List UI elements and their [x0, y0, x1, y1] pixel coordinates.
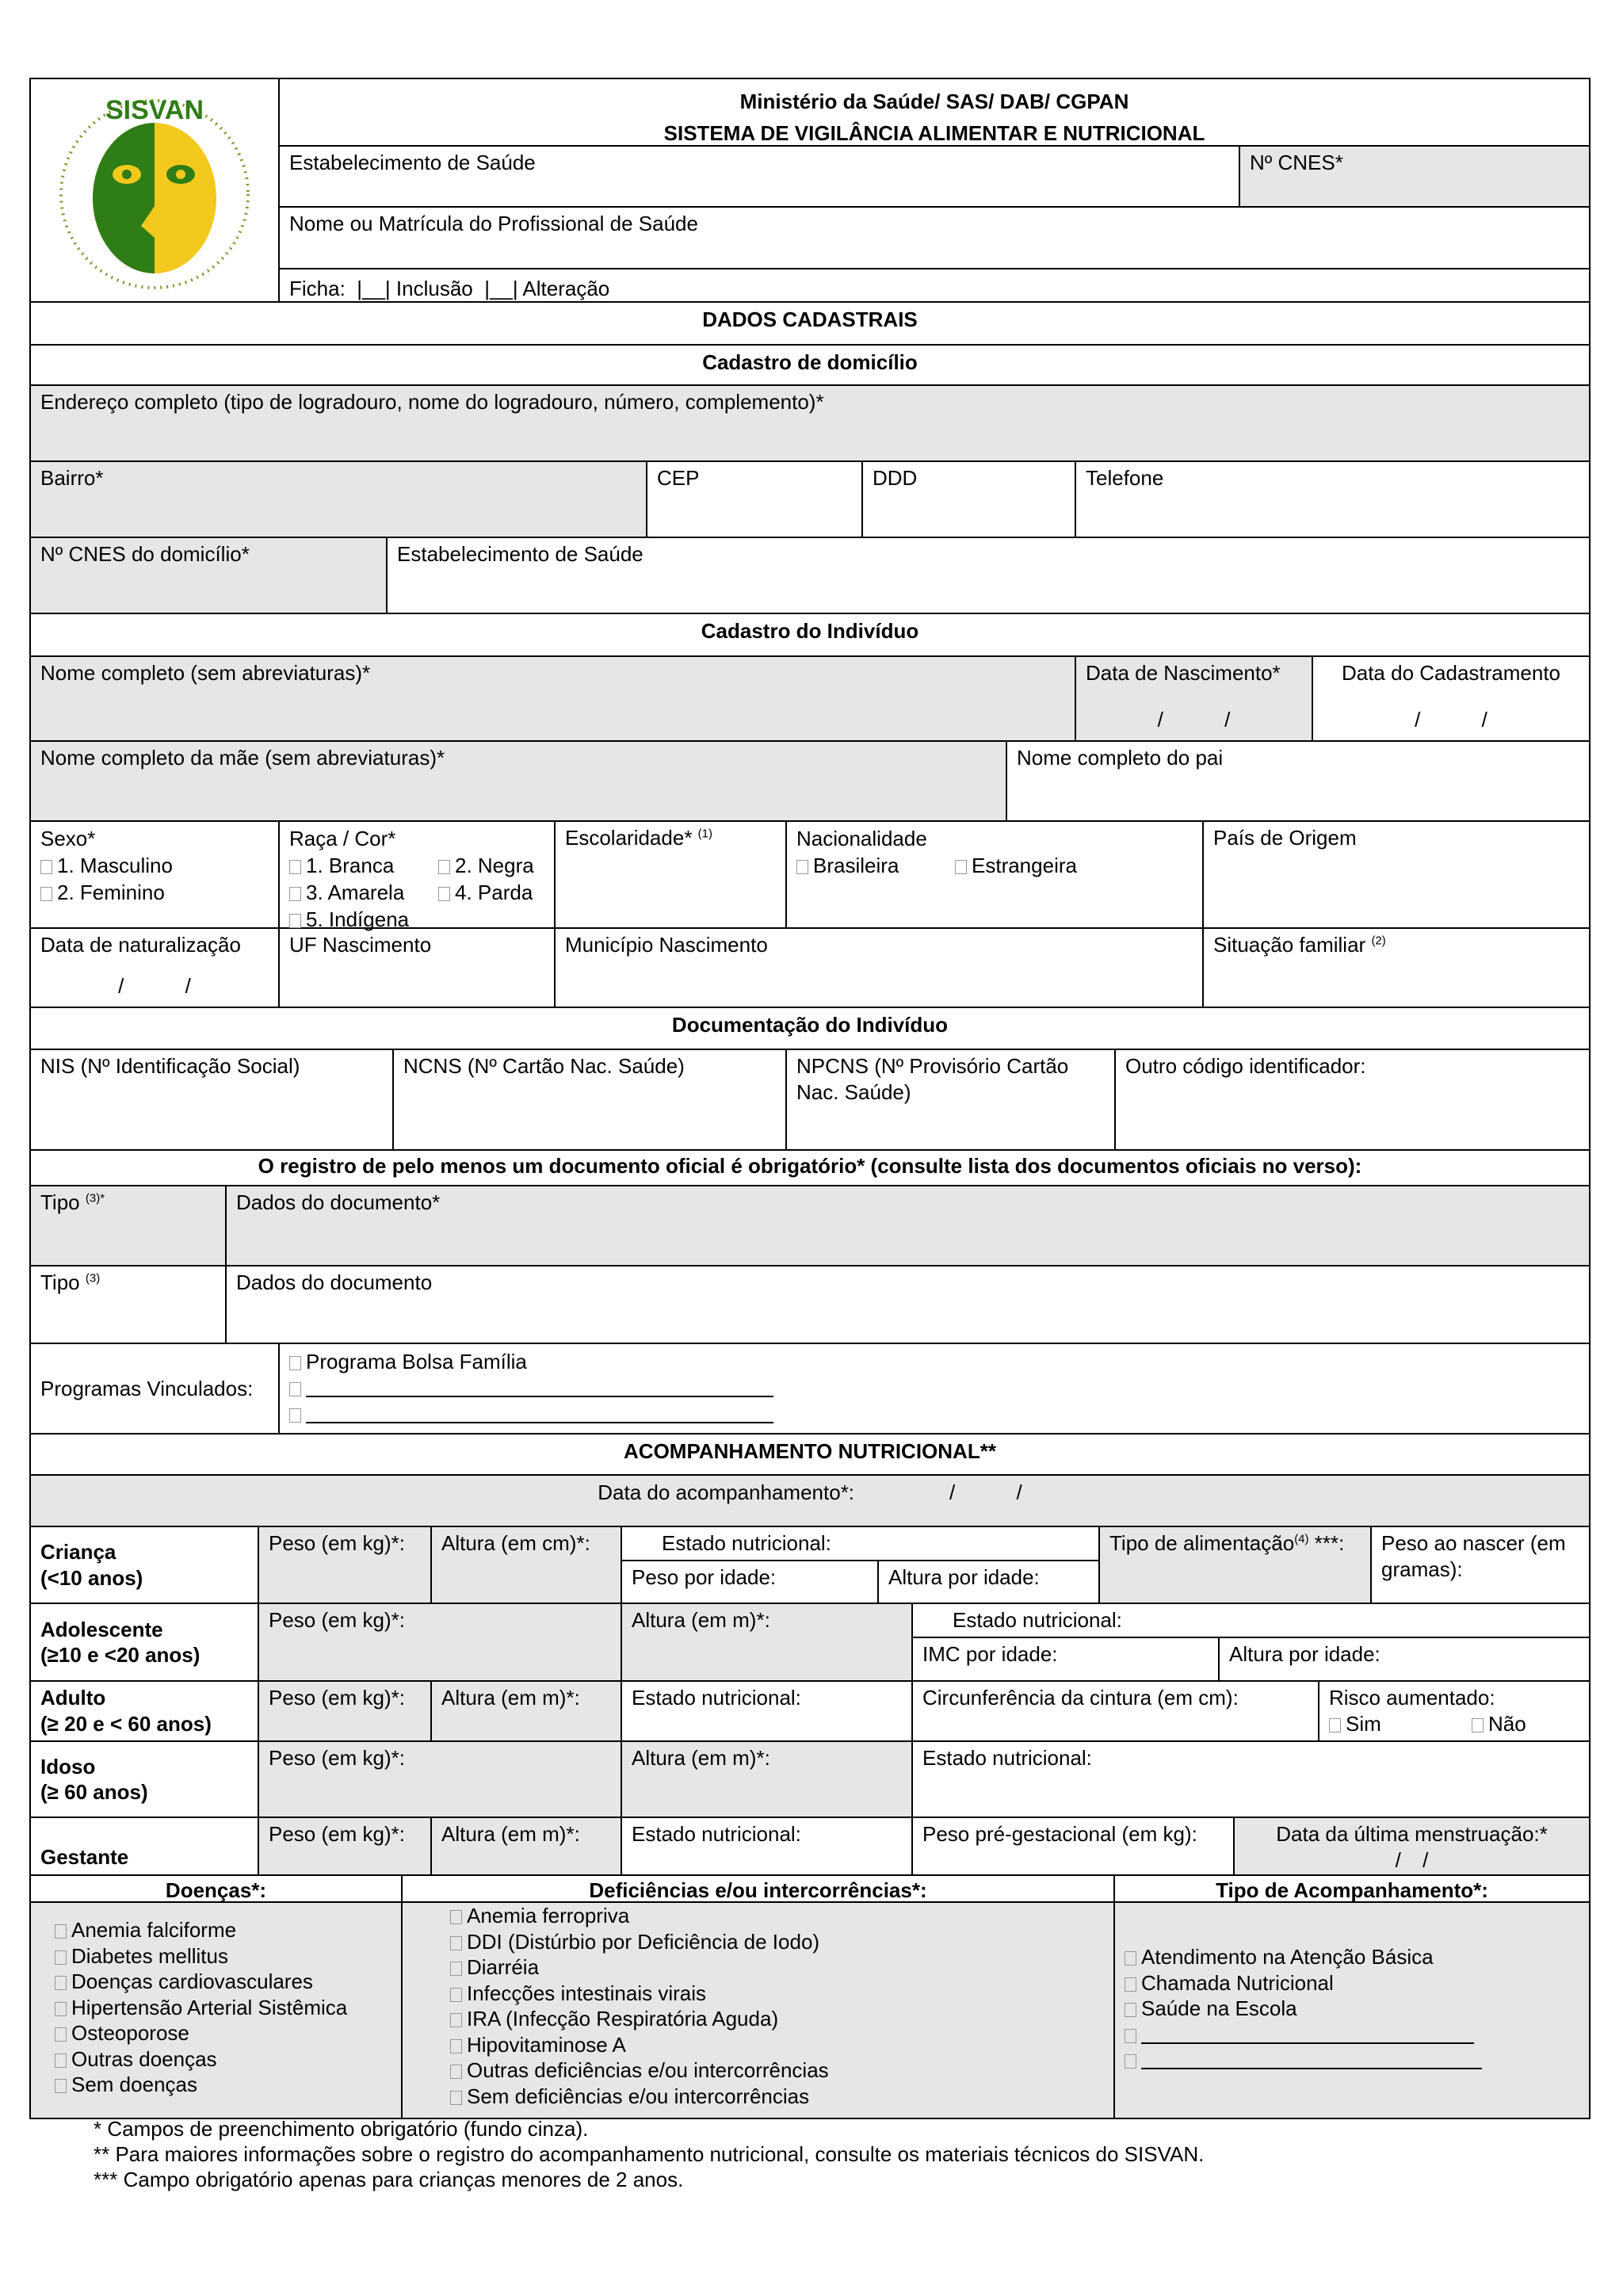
ddd-field[interactable] — [863, 462, 1076, 537]
sexo-option-feminino[interactable] — [40, 879, 269, 906]
checkbox-icon — [289, 1408, 301, 1423]
checkbox-icon — [450, 1962, 462, 1976]
footnote: ** Para maiores informações sobre o registro do acompanhamento nutricional, consulte os materiais técnicos do SISVAN. — [94, 2142, 1205, 2166]
option-label: Saúde na Escola — [1141, 1996, 1297, 2020]
field-label: Estado nutricional: — [913, 1604, 1589, 1638]
mae-field[interactable] — [31, 742, 1007, 820]
group-label — [31, 1742, 259, 1817]
group-range: (≥ 60 anos) — [40, 1780, 148, 1804]
doencas-list — [31, 1903, 403, 2118]
programas-label — [31, 1344, 280, 1433]
field-label: Nº CNES do domicílio* — [40, 542, 250, 566]
field-label: Peso pré-gestacional (em kg): — [922, 1822, 1197, 1846]
deficiencia-option[interactable] — [450, 1981, 1104, 2007]
raca-option[interactable] — [289, 879, 438, 906]
checkbox-icon — [55, 1950, 67, 1965]
tipo-option[interactable] — [1125, 1996, 1579, 2022]
outro-codigo-field[interactable] — [1116, 1050, 1589, 1149]
field-label: Peso ao nascer (em gramas): — [1381, 1531, 1566, 1581]
checkbox-icon — [1125, 1951, 1136, 1966]
field-label: IMC por idade: — [922, 1641, 1058, 1666]
checkbox-icon — [55, 2053, 67, 2068]
group-name: Gestante — [40, 1844, 129, 1869]
programa-bolsa-familia[interactable] — [289, 1349, 1579, 1375]
risco-nao[interactable] — [1472, 1711, 1526, 1737]
footnotes — [94, 2116, 1204, 2192]
group-range: (<10 anos) — [40, 1565, 143, 1590]
field-label: Peso (em kg)*: — [269, 1686, 405, 1710]
ministry-title: Ministério da Saúde/ SAS/ DAB/ CGPAN — [739, 90, 1129, 113]
svg-text:SISVAN: SISVAN — [105, 95, 204, 125]
estado-nutricional — [622, 1527, 1100, 1603]
bairro-field[interactable] — [31, 462, 647, 537]
deficiencia-option[interactable] — [450, 1954, 1104, 1981]
cnes-domicilio-field[interactable] — [31, 538, 388, 613]
tipo-alimentacao-field[interactable] — [1100, 1527, 1372, 1603]
cadastramento-field[interactable] — [1313, 657, 1589, 740]
field-label: Peso (em kg)*: — [269, 1608, 405, 1632]
nome-field[interactable] — [31, 657, 1076, 740]
field-label: ***: — [1314, 1531, 1345, 1555]
option-label: Anemia ferropriva — [467, 1904, 630, 1927]
ficha-field[interactable] — [280, 269, 1589, 302]
field-label: Estado nutricional: — [632, 1822, 801, 1846]
option-label: Outras deficiências e/ou intercorrências — [467, 2058, 829, 2082]
tipo-option[interactable] — [1125, 2047, 1579, 2073]
tipo-documento-1[interactable] — [31, 1186, 227, 1265]
checkbox-icon — [438, 887, 450, 901]
data-acompanhamento-field[interactable] — [31, 1476, 1589, 1527]
field-label: Altura (em m)*: — [441, 1822, 580, 1846]
checkbox-icon — [289, 914, 301, 928]
field-label: Outro código identificador: — [1125, 1054, 1366, 1078]
pai-field[interactable] — [1007, 742, 1589, 820]
form-header — [31, 79, 1589, 303]
option-label: Sem doenças — [71, 2073, 197, 2096]
field-label: NCNS (Nº Cartão Nac. Saúde) — [403, 1054, 685, 1078]
risco-field — [1319, 1682, 1589, 1740]
pais-field[interactable] — [1204, 822, 1589, 927]
altura-field[interactable] — [432, 1527, 622, 1603]
field-label: Circunferência da cintura (em cm): — [922, 1686, 1239, 1710]
field-label: Risco aumentado: — [1329, 1686, 1495, 1710]
option-label: Chamada Nutricional — [1141, 1970, 1334, 1995]
field-label: Nº CNES* — [1250, 151, 1343, 174]
date-slashes: / / — [1395, 1847, 1429, 1872]
field-label: Peso (em kg)*: — [269, 1531, 405, 1555]
altura-field[interactable] — [622, 1742, 913, 1817]
naturalizacao-field[interactable] — [31, 929, 280, 1007]
field-label: Tipo — [40, 1190, 80, 1214]
checkbox-icon — [289, 1356, 301, 1370]
deficiencia-option[interactable] — [450, 2057, 1104, 2084]
group-label — [31, 1527, 259, 1603]
option-label: Hipertensão Arterial Sistêmica — [71, 1995, 348, 2019]
peso-field[interactable] — [259, 1682, 432, 1740]
deficiencia-option[interactable] — [450, 2084, 1104, 2110]
checkbox-icon — [450, 1988, 462, 2002]
checkbox-icon — [1329, 1718, 1341, 1733]
group-name: Adulto — [40, 1686, 106, 1710]
escolaridade-field[interactable] — [556, 822, 787, 927]
dados-documento-1[interactable] — [227, 1186, 1589, 1265]
group-range: (≥ 20 e < 60 anos) — [40, 1711, 212, 1736]
doenca-option[interactable] — [55, 1943, 391, 1969]
programa-outro[interactable] — [289, 1401, 1579, 1427]
ncns-field[interactable] — [394, 1050, 787, 1149]
situacao-field[interactable] — [1204, 929, 1589, 1007]
group-label — [31, 1604, 259, 1680]
field-label: Dados do documento* — [236, 1190, 441, 1214]
footnote-ref: (2) — [1371, 934, 1386, 948]
field-label: Estado nutricional: — [922, 1746, 1092, 1770]
tipo-documento-2[interactable] — [31, 1266, 227, 1343]
deficiencias-title: Deficiências e/ou intercorrências*: — [403, 1876, 1115, 1901]
raca-field — [280, 822, 556, 931]
field-label: Telefone — [1086, 466, 1164, 490]
raca-option[interactable] — [438, 852, 544, 879]
field-label: DDD — [873, 466, 918, 490]
dados-documento-2[interactable] — [227, 1266, 1589, 1343]
option-label: 1. Branca — [306, 854, 395, 877]
footnote: * Campos de preenchimento obrigatório (fundo cinza). — [94, 2117, 589, 2141]
option-label: 5. Indígena — [306, 907, 410, 931]
option-label: 2. Feminino — [57, 881, 165, 904]
field-label: Data do acompanhamento*: — [598, 1480, 855, 1504]
checkbox-icon — [450, 2039, 462, 2053]
doenca-option[interactable] — [55, 2020, 391, 2046]
altura-field[interactable] — [432, 1818, 622, 1874]
tipo-option[interactable] — [1125, 1944, 1579, 1970]
footnote-ref: (3)* — [85, 1191, 105, 1205]
checkbox-icon — [55, 2002, 67, 2016]
field-label: Sexo* — [40, 827, 96, 850]
checkbox-icon — [289, 887, 301, 901]
option-label: Infecções intestinais virais — [467, 1981, 707, 2005]
tipo-acompanhamento-list — [1115, 1903, 1589, 2118]
option-label: Brasileira — [813, 854, 899, 877]
tipo-acompanhamento-title: Tipo de Acompanhamento*: — [1216, 1878, 1488, 1902]
section-dados-cadastrais: DADOS CADASTRAIS — [702, 308, 918, 331]
nascimento-field[interactable] — [1076, 657, 1313, 740]
blank-line — [306, 1381, 773, 1397]
field-label: Altura por idade: — [888, 1564, 1040, 1589]
field-label: NPCNS (Nº Provisório Cartão Nac. Saúde) — [796, 1054, 1069, 1104]
menstruacao-field[interactable] — [1235, 1818, 1589, 1874]
section-documentacao: Documentação do Indivíduo — [671, 1013, 949, 1037]
field-label: Tipo de alimentação — [1109, 1531, 1295, 1555]
option-label: Atendimento na Atenção Básica — [1141, 1945, 1434, 1969]
header-fields — [280, 79, 1589, 301]
row-adulto — [31, 1682, 1589, 1742]
field-label: Nome completo (sem abreviaturas)* — [40, 661, 371, 685]
checkbox-icon — [1125, 2029, 1136, 2043]
altura-field[interactable] — [432, 1682, 622, 1740]
footnote: *** Campo obrigatório apenas para crianças menores de 2 anos. — [94, 2168, 684, 2191]
tipo-option[interactable] — [1125, 2022, 1579, 2048]
field-label: Peso por idade: — [632, 1564, 777, 1589]
option-label: Diarréia — [467, 1955, 540, 1979]
field-label: Raça / Cor* — [289, 827, 396, 850]
estabelecimento-field[interactable] — [388, 538, 1589, 613]
field-label: Dados do documento — [236, 1270, 433, 1294]
field-label: Programas Vinculados: — [40, 1376, 254, 1400]
option-label: Estrangeira — [972, 854, 1077, 877]
option-label: Anemia falciforme — [71, 1918, 237, 1942]
checkbox-icon — [450, 1910, 462, 1924]
option-label: 4. Parda — [455, 881, 533, 904]
row-idoso — [31, 1742, 1589, 1818]
sexo-option-masculino[interactable] — [40, 852, 269, 879]
nis-field[interactable] — [31, 1050, 394, 1149]
checkbox-icon — [40, 860, 52, 874]
checkbox-icon — [1472, 1718, 1484, 1733]
field-label: UF Nascimento — [289, 933, 432, 957]
field-label: Município Nascimento — [565, 933, 768, 957]
tipo-option[interactable] — [1125, 1970, 1579, 1996]
deficiencia-option[interactable] — [450, 2006, 1104, 2032]
system-title: SISTEMA DE VIGILÂNCIA ALIMENTAR E NUTRICIONAL — [663, 121, 1205, 145]
checkbox-icon — [289, 1382, 301, 1396]
field-label: Altura (em m)*: — [632, 1608, 770, 1632]
option-label: DDI (Distúrbio por Deficiência de Iodo) — [467, 1929, 820, 1954]
option-label: Outras doenças — [71, 2046, 217, 2071]
estado-nutricional-field[interactable] — [622, 1682, 913, 1740]
checkbox-icon — [55, 1976, 67, 1990]
checkbox-icon — [450, 1936, 462, 1950]
checkbox-icon — [955, 860, 967, 874]
field-label: Altura (em m)*: — [632, 1746, 770, 1770]
telefone-field[interactable] — [1076, 462, 1589, 537]
programas-list — [280, 1344, 1589, 1433]
option-label: Osteoporose — [71, 2021, 189, 2045]
field-label: Bairro* — [40, 466, 104, 490]
field-label: Nome completo da mãe (sem abreviaturas)* — [40, 746, 445, 770]
cnes-field[interactable] — [1240, 147, 1589, 206]
option-label: Doenças cardiovasculares — [71, 1969, 313, 1993]
field-label: Data de Nascimento* — [1086, 661, 1281, 685]
option-label: 1. Masculino — [57, 854, 173, 877]
option-label: Não — [1488, 1711, 1526, 1736]
field-label: Nacionalidade — [796, 827, 927, 850]
checkbox-icon — [55, 1924, 67, 1939]
field-label: Estabelecimento de Saúde — [397, 542, 643, 566]
imc-idade-field[interactable] — [913, 1638, 1220, 1681]
checkbox-icon — [1125, 1977, 1136, 1992]
checkbox-icon — [438, 860, 450, 874]
blank-line — [1141, 2028, 1474, 2044]
field-label: NIS (Nº Identificação Social) — [40, 1054, 300, 1078]
field-label: Nome completo do pai — [1017, 746, 1224, 770]
peso-field[interactable] — [259, 1742, 622, 1817]
field-label: Tipo — [40, 1270, 80, 1294]
sisvan-logo — [31, 79, 280, 301]
deficiencia-option[interactable] — [450, 2032, 1104, 2058]
field-label: Escolaridade* — [565, 826, 693, 850]
checkbox-icon — [289, 860, 301, 874]
estado-nutricional-field[interactable] — [913, 1742, 1589, 1817]
field-label: Altura por idade: — [1229, 1641, 1381, 1666]
option-label: Hipovitaminose A — [467, 2032, 626, 2057]
field-label: Estabelecimento de Saúde — [289, 151, 536, 174]
checkbox-icon — [450, 2013, 462, 2027]
field-label: Situação familiar — [1213, 933, 1366, 957]
npcns-field[interactable] — [787, 1050, 1116, 1149]
checkbox-icon — [1125, 2003, 1136, 2017]
checkbox-icon — [40, 887, 52, 901]
checkbox-icon — [1125, 2054, 1136, 2069]
altura-idade-field[interactable] — [1220, 1638, 1589, 1681]
group-range: (≥10 e <20 anos) — [40, 1643, 200, 1667]
field-label: Data do Cadastramento — [1341, 661, 1561, 685]
group-name: Criança — [40, 1540, 116, 1564]
raca-option[interactable] — [438, 879, 544, 906]
doenca-option[interactable] — [55, 1917, 391, 1943]
group-label — [31, 1682, 259, 1740]
footnote-ref: (4) — [1294, 1532, 1309, 1546]
option-label: Sim — [1346, 1711, 1381, 1736]
peso-idade-field[interactable] — [622, 1561, 879, 1603]
field-label: Nome ou Matrícula do Profissional de Saúde — [289, 211, 698, 235]
deficiencia-option[interactable] — [450, 1903, 1104, 1929]
field-label: País de Origem — [1213, 826, 1357, 850]
group-name: Idoso — [40, 1754, 96, 1778]
documento-obrigatorio-note: O registro de pelo menos um documento oficial é obrigatório* (consulte lista dos documentos oficiais no verso): — [258, 1154, 1362, 1178]
sexo-field — [31, 822, 280, 927]
row-gestante — [31, 1818, 1589, 1876]
checkbox-icon — [450, 2065, 462, 2079]
nacionalidade-estrangeira[interactable] — [955, 852, 1077, 879]
estado-nutricional-field[interactable] — [622, 1818, 913, 1874]
checkbox-icon — [796, 860, 808, 874]
deficiencias-list — [403, 1903, 1115, 2118]
field-label: Data da última menstruação:* — [1276, 1822, 1548, 1846]
field-label: Peso (em kg)*: — [269, 1822, 405, 1846]
doenca-option[interactable] — [55, 1969, 391, 1995]
date-slashes: / / — [118, 973, 191, 998]
checkbox-icon — [55, 2079, 67, 2093]
peso-field[interactable] — [259, 1527, 432, 1603]
date-slashes: / / — [949, 1480, 1022, 1504]
option-label: Programa Bolsa Família — [306, 1350, 527, 1373]
field-label: Estado nutricional: — [622, 1527, 1098, 1561]
field-label: Peso (em kg)*: — [269, 1746, 405, 1770]
group-label — [31, 1818, 259, 1874]
field-label: CEP — [657, 466, 700, 490]
establishment-field[interactable] — [280, 147, 1240, 206]
option-label: 2. Negra — [455, 854, 534, 877]
field-label: Ficha: |__| Inclusão |__| Alteração — [289, 276, 610, 300]
date-slashes: / / — [1415, 707, 1487, 732]
circunferencia-field[interactable] — [913, 1682, 1319, 1740]
group-name: Adolescente — [40, 1617, 163, 1641]
option-label: 3. Amarela — [306, 881, 405, 904]
peso-field[interactable] — [259, 1604, 622, 1680]
peso-nascer-field[interactable] — [1372, 1527, 1589, 1603]
field-label: Endereço completo (tipo de logradouro, nome do logradouro, número, complemento)* — [40, 390, 824, 414]
option-label: IRA (Infecção Respiratória Aguda) — [467, 2007, 779, 2030]
checkbox-icon — [450, 2091, 462, 2105]
row-crianca — [31, 1527, 1589, 1604]
date-slashes: / / — [1157, 707, 1231, 732]
row-adolescente — [31, 1604, 1589, 1682]
altura-idade-field[interactable] — [879, 1561, 1098, 1603]
endereco-field[interactable] — [31, 386, 1589, 460]
option-label: Diabetes mellitus — [71, 1943, 228, 1968]
peso-pre-gestacional-field[interactable] — [913, 1818, 1235, 1874]
professional-field[interactable] — [280, 208, 1589, 269]
uf-field[interactable] — [280, 929, 556, 1007]
doenca-option[interactable] — [55, 2072, 391, 2098]
section-acompanhamento: ACOMPANHAMENTO NUTRICIONAL** — [624, 1439, 996, 1463]
blank-line — [306, 1408, 773, 1423]
peso-field[interactable] — [259, 1818, 432, 1874]
altura-field[interactable] — [622, 1604, 913, 1680]
deficiencia-option[interactable] — [450, 1929, 1104, 1955]
nacionalidade-brasileira[interactable] — [796, 852, 955, 879]
field-label: Altura (em m)*: — [441, 1686, 580, 1710]
doencas-title: Doenças*: — [31, 1876, 403, 1901]
field-label: Estado nutricional: — [632, 1686, 801, 1710]
cep-field[interactable] — [647, 462, 863, 537]
sisvan-form — [29, 78, 1591, 2119]
field-label: Data de naturalização — [40, 933, 241, 957]
checkbox-icon — [55, 2027, 67, 2042]
footnote-ref: (1) — [697, 827, 713, 841]
nacionalidade-field — [787, 822, 1204, 927]
doenca-option[interactable] — [55, 1995, 391, 2021]
section-individuo: Cadastro do Indivíduo — [701, 619, 919, 643]
municipio-field[interactable] — [556, 929, 1204, 1007]
risco-sim[interactable] — [1329, 1711, 1472, 1737]
estado-nutricional — [913, 1604, 1589, 1680]
option-label: Sem deficiências e/ou intercorrências — [467, 2084, 810, 2108]
field-label: Altura (em cm)*: — [441, 1531, 590, 1555]
programa-outro[interactable] — [289, 1375, 1579, 1401]
footnote-ref: (3) — [85, 1271, 101, 1286]
blank-line — [1141, 2053, 1482, 2069]
doenca-option[interactable] — [55, 2046, 391, 2073]
section-domicilio: Cadastro de domicílio — [702, 350, 918, 374]
raca-option[interactable] — [289, 852, 438, 879]
